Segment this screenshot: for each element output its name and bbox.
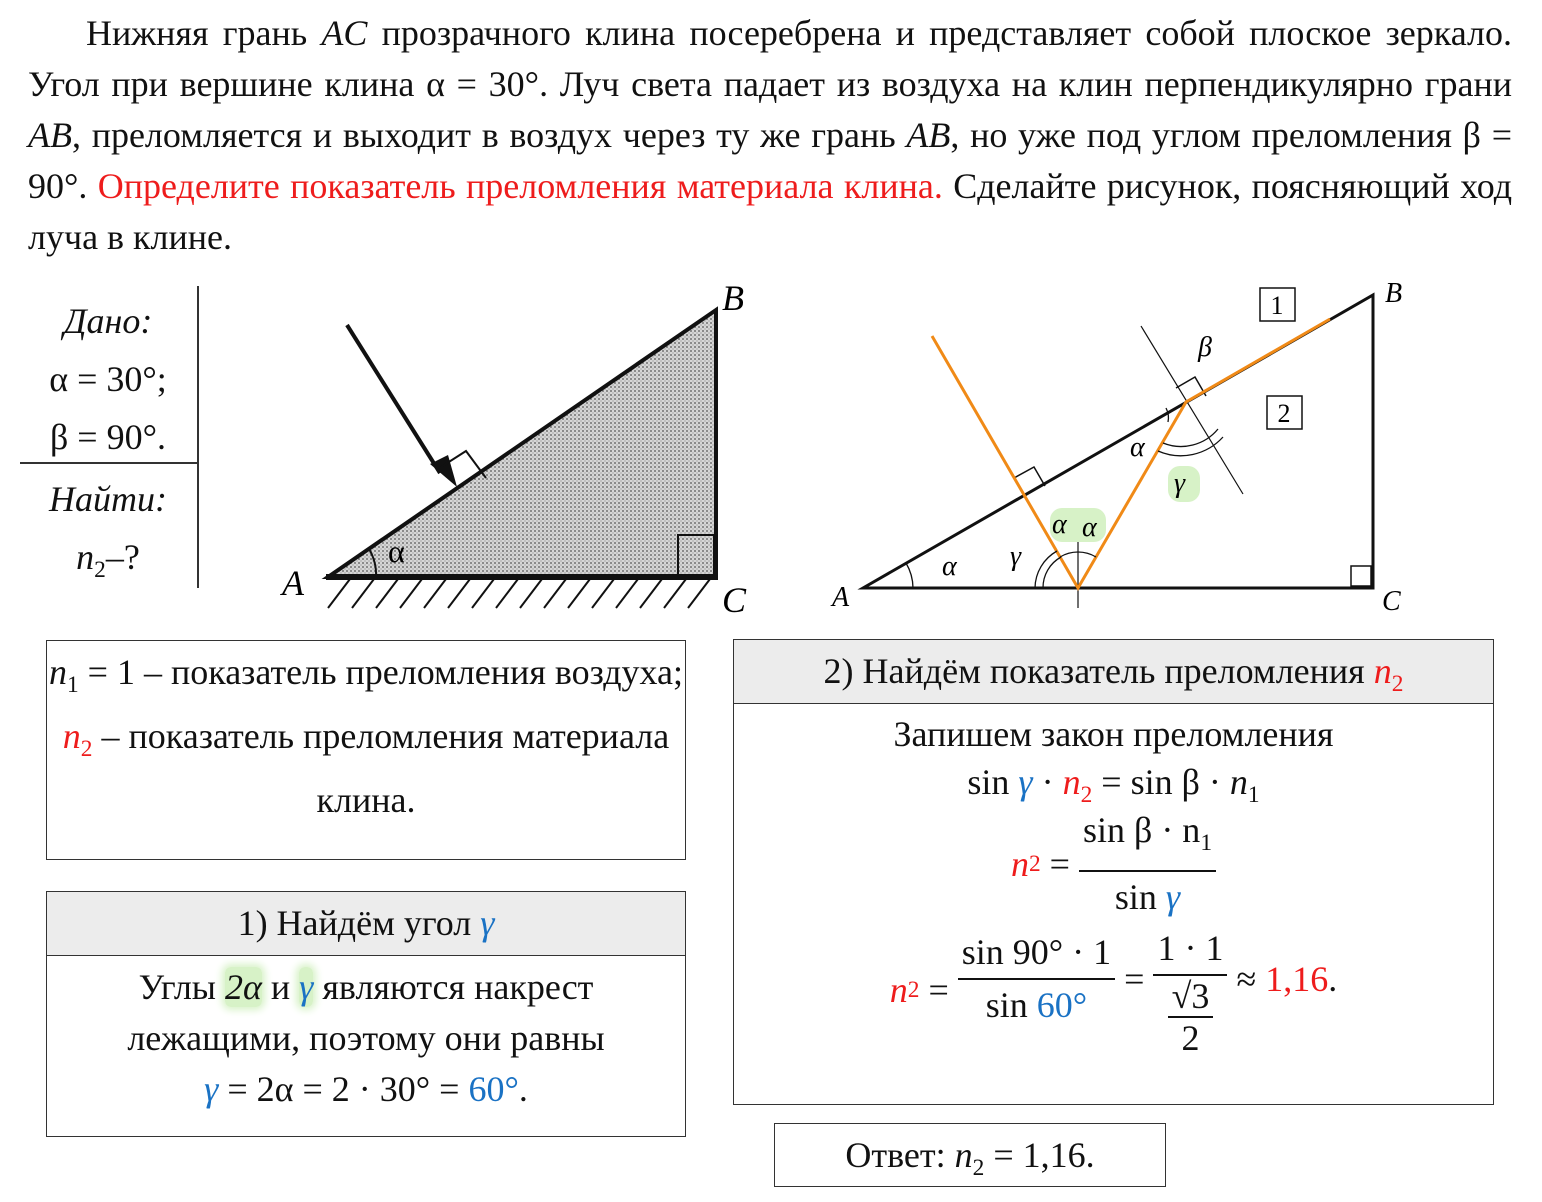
vertex-a-label: A	[282, 563, 304, 603]
given-alpha: α = 30°;	[49, 359, 167, 399]
vertex-c-label: C	[722, 580, 747, 620]
wedge-figure	[270, 270, 790, 630]
step1-text: Углы 2α и γ являются накрест лежащими, поэтому они равны	[127, 967, 605, 1058]
gamma-arc-exit-1	[1163, 429, 1218, 446]
step2-box	[733, 639, 1494, 1105]
find-value: $n_2-$?	[76, 537, 140, 584]
n2-definition: $n_2$ – показатель преломления материала клина.	[62, 716, 670, 821]
label-gamma-bottom: γ	[1010, 541, 1022, 572]
fraction-general: $\frac{\sin \beta \cdot n_1}{\text{sin γ}}$	[1079, 805, 1216, 922]
fraction-sqrt: $\frac{1 \cdot 1}{\frac{√3}{2}}$	[1153, 923, 1227, 1058]
label-beta: β	[1198, 332, 1212, 363]
fraction-values: $\frac{\sin 90^\circ \cdot 1}{\sin 60^\circ}$	[958, 927, 1115, 1031]
n2-calculation: n 2 = $\frac{\sin 90^\circ \cdot 1}{\sin 60^\circ}$ = $\frac{1 \cdot 1}{\frac{√3}{2}}$ ≈ 1,16 .	[734, 920, 1493, 1060]
step1-equation: γ = 2α = 2 · 30° = 60°.	[204, 1069, 528, 1109]
given-divider-horizontal	[20, 462, 198, 464]
given-divider-vertical	[197, 286, 199, 588]
result-value: 1,16	[1265, 958, 1329, 999]
question-text: Определите показатель преломления материала клина.	[97, 166, 943, 206]
gamma-arc-1	[1043, 557, 1061, 588]
wedge-triangle	[328, 310, 716, 577]
n2-expression: n 2 = $\frac{\sin \beta \cdot n_1}{\text{sin γ}}$	[734, 808, 1493, 920]
label-vertex-b2: B	[1385, 278, 1403, 309]
snell-law-formula: $\sin \gamma \cdot n_2 = \sin \beta \cdot n_1$	[967, 762, 1260, 809]
step2-title: 2) Найдём показатель преломления $n_2$	[734, 640, 1493, 704]
label-vertex-c2: C	[1382, 586, 1401, 617]
label-alpha-a: α	[942, 551, 957, 582]
incident-ray	[347, 325, 440, 473]
wedge-alpha-label: α	[388, 533, 405, 569]
label-alpha-exit: α	[1130, 432, 1145, 463]
right-angle-mark-c2	[1351, 566, 1371, 586]
step1-box	[46, 891, 686, 1137]
label-gamma-exit: γ	[1174, 468, 1186, 499]
given-title: Дано:	[63, 301, 153, 341]
law-text: Запишем закон преломления	[893, 714, 1334, 754]
alpha-arc-a	[906, 563, 913, 588]
ray-diagram	[820, 270, 1520, 630]
step1-title: 1) Найдём угол γ	[47, 892, 685, 956]
region-label-1: 1	[1270, 291, 1284, 320]
definitions-box	[46, 640, 686, 860]
given-block	[18, 292, 198, 599]
mirror-hatching	[328, 579, 710, 608]
gamma-arc-exit-2	[1158, 437, 1223, 456]
answer-box: Ответ: $n_2 = 1,16$.	[774, 1123, 1166, 1187]
label-alpha-left: α	[1052, 509, 1067, 540]
region-label-2: 2	[1277, 399, 1291, 428]
label-alpha-right: α	[1082, 512, 1097, 543]
label-vertex-a2: A	[832, 582, 850, 613]
problem-statement: Нижняя грань AC прозрачного клина посеребрена и представляет собой плоское зеркало. Угол при вершине клина α = 30°. Луч света падает из воздуха на клин перпендикулярно грани AB, преломляется и выходит в воздух через ту же грань AB, но уже под углом преломления β = 90°. Определите показатель преломления материала клина. Сделайте рисунок, поясняющий ход луча в клине.	[28, 13, 1513, 257]
n1-definition: $n_1 = 1$ – показатель преломления воздуха;	[48, 652, 684, 699]
find-title: Найти:	[49, 479, 167, 519]
vertex-b-label: B	[722, 278, 744, 318]
given-beta: β = 90°.	[49, 417, 166, 457]
gamma-arc-2	[1035, 551, 1057, 588]
